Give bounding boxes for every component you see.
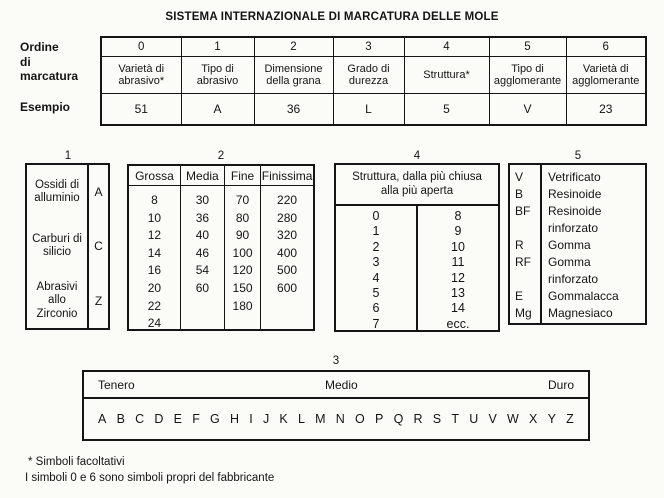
structure-value: 2 — [372, 239, 380, 254]
hardness-letter: E — [173, 412, 182, 426]
table-row — [510, 186, 645, 203]
marking-name-row — [101, 57, 646, 94]
hardness-table — [82, 370, 590, 441]
hardness-label-duro: Duro — [547, 377, 574, 392]
grain-value: 40 — [195, 228, 210, 243]
bond-table-divider — [540, 163, 542, 325]
table-row — [510, 203, 645, 237]
structure-value: ecc. — [446, 316, 470, 331]
structure-value: 3 — [372, 255, 380, 270]
grain-value: 120 — [232, 263, 253, 278]
marking-col-number: 0 — [101, 37, 181, 57]
grain-value: 220 — [277, 193, 298, 207]
hardness-letter: U — [469, 412, 479, 426]
structure-value: 8 — [454, 209, 462, 223]
structure-value: 11 — [451, 255, 465, 270]
hardness-letter: W — [507, 412, 519, 426]
marking-col-number: 1 — [181, 37, 254, 57]
grain-column-media — [181, 166, 225, 329]
marking-col-example: 5 — [404, 94, 489, 126]
table-row — [510, 169, 645, 186]
column-header: Finissima — [261, 166, 313, 186]
hardness-letter: S — [432, 412, 442, 426]
abrasive-family-code: Z — [87, 274, 108, 328]
grain-value: 500 — [277, 263, 298, 278]
hardness-letter: J — [262, 412, 270, 426]
grain-column-fine — [225, 166, 261, 329]
marking-col-number: 5 — [489, 37, 566, 57]
marking-col-name: Dimensione della grana — [254, 57, 333, 94]
grain-value: 12 — [147, 228, 162, 243]
bond-code: RF — [515, 255, 531, 269]
footnote-optional-symbols: * Simboli facoltativi — [28, 456, 125, 468]
structure-values-left — [336, 206, 418, 332]
order-label — [20, 40, 78, 84]
structure-body — [336, 206, 498, 332]
hardness-letter: P — [375, 412, 384, 426]
marking-col-example: 23 — [566, 94, 646, 126]
marking-col-number: 4 — [404, 37, 489, 57]
grain-values — [261, 186, 313, 298]
marking-col-name: Grado di durezza — [333, 57, 404, 94]
column-header: Fine — [225, 166, 260, 186]
hardness-letter: G — [210, 412, 220, 426]
grain-value: 22 — [147, 298, 162, 313]
hardness-letter: K — [279, 412, 288, 426]
grain-value: 400 — [277, 245, 298, 260]
bond-code: E — [515, 289, 524, 303]
structure-value: 14 — [451, 301, 465, 316]
table-row — [27, 274, 108, 328]
marking-col-number: 2 — [254, 37, 333, 57]
structure-value: 12 — [451, 270, 465, 285]
structure-value: 4 — [372, 270, 380, 285]
table-row — [27, 165, 108, 219]
structure-value: 6 — [372, 301, 380, 316]
hardness-letter: V — [488, 412, 497, 426]
abrasive-family-code: A — [87, 165, 108, 219]
grain-size-table — [127, 164, 315, 331]
marking-col-example: 36 — [254, 94, 333, 126]
bond-type-table — [508, 163, 647, 325]
hardness-letter: C — [135, 412, 145, 426]
abrasive-family-name: Abrasivi allo Zirconio — [36, 280, 78, 320]
hardness-letter: A — [98, 412, 107, 426]
hardness-letter: L — [297, 412, 305, 426]
grain-value: 90 — [235, 228, 250, 243]
hardness-letters-row — [84, 399, 588, 439]
hardness-letter: D — [154, 412, 164, 426]
structure-value: 10 — [451, 239, 465, 254]
structure-value: 7 — [372, 316, 380, 331]
grain-value: 280 — [277, 210, 298, 225]
bond-name: Vetrificato — [548, 170, 601, 184]
structure-values-right — [418, 206, 498, 332]
grain-value: 20 — [147, 280, 162, 295]
section1-number: 1 — [64, 150, 72, 162]
grain-value: 24 — [147, 316, 162, 331]
marking-col-example: A — [181, 94, 254, 126]
grain-value: 150 — [232, 280, 253, 295]
marking-col-example: 51 — [101, 94, 181, 126]
hardness-label-medio: Medio — [325, 377, 358, 392]
grain-value: 14 — [147, 245, 162, 260]
grain-value: 10 — [147, 210, 162, 225]
column-header: Media — [181, 166, 224, 186]
section5-number: 5 — [574, 150, 582, 162]
section4-number: 4 — [413, 150, 421, 162]
marking-col-example: V — [489, 94, 566, 126]
grain-value: 46 — [195, 245, 210, 260]
footnote-manufacturer-symbols: I simboli 0 e 6 sono simboli propri del fabbricante — [25, 471, 275, 484]
structure-header: Struttura, dalla più chiusa alla più aperta — [336, 165, 498, 206]
grain-value: 60 — [195, 280, 210, 295]
marking-col-name: Tipo di agglomerante — [489, 57, 566, 94]
bond-code: Mg — [515, 306, 532, 320]
grain-value: 8 — [151, 193, 158, 207]
marking-number-row — [101, 37, 646, 57]
marking-table — [100, 36, 647, 126]
page-title: SISTEMA INTERNAZIONALE DI MARCATURA DELLE MOLE — [165, 11, 499, 23]
grain-value: 180 — [232, 298, 253, 313]
table-row — [27, 219, 108, 273]
marking-example-row — [101, 94, 646, 126]
hardness-letter: I — [249, 412, 253, 426]
abrasive-family-table — [25, 163, 110, 330]
grain-value: 320 — [277, 228, 298, 243]
marking-col-name: Struttura* — [404, 57, 489, 94]
abrasive-family-name: Ossidi di alluminio — [34, 178, 80, 205]
order-label-line: di — [20, 54, 31, 69]
marking-col-number: 6 — [566, 37, 646, 57]
grain-value: 16 — [147, 263, 162, 278]
hardness-letter: T — [451, 412, 459, 426]
hardness-letter: B — [116, 412, 125, 426]
hardness-letter: X — [529, 412, 538, 426]
example-label: Esempio — [20, 100, 71, 114]
table-row — [510, 254, 645, 288]
grain-value: 70 — [235, 193, 250, 207]
table-row — [510, 288, 645, 305]
grain-value: 100 — [232, 245, 253, 260]
hardness-letter: N — [335, 412, 345, 426]
marking-col-name: Tipo di abrasivo — [181, 57, 254, 94]
bond-name: Resinoide — [548, 187, 602, 201]
grain-value: 36 — [195, 210, 210, 225]
marking-col-number: 3 — [333, 37, 404, 57]
hardness-letter: F — [192, 412, 200, 426]
structure-value: 5 — [372, 286, 380, 301]
bond-name: Magnesiaco — [548, 306, 613, 320]
order-label-line: Ordine — [20, 40, 59, 54]
bond-name: Gomma rinforzato — [548, 255, 599, 286]
abrasive-family-name: Carburi di silicio — [32, 232, 82, 259]
section3-number: 3 — [332, 355, 340, 367]
hardness-letter: Y — [547, 412, 556, 426]
footnotes — [25, 455, 274, 486]
hardness-letter: H — [230, 412, 240, 426]
grain-column-finissima — [261, 166, 313, 329]
hardness-letter: R — [413, 412, 423, 426]
marking-col-name: Varietà di abrasivo* — [101, 57, 181, 94]
hardness-letter: M — [315, 412, 326, 426]
structure-value: 0 — [372, 209, 380, 223]
bond-code: BF — [515, 204, 531, 218]
bond-name: Gommalacca — [548, 289, 619, 303]
grain-value: 80 — [235, 210, 250, 225]
hardness-letter: O — [355, 412, 365, 426]
grain-value: 54 — [195, 263, 210, 278]
bond-name: Resinoide rinforzato — [548, 204, 602, 235]
marking-col-name: Varietà di agglomerante — [566, 57, 646, 94]
order-label-line: marcatura — [20, 69, 79, 83]
bond-code: V — [515, 170, 524, 184]
hardness-label-tenero: Tenero — [98, 377, 135, 392]
grain-values — [225, 186, 260, 315]
grain-value: 30 — [195, 193, 210, 207]
abrasive-family-code: C — [87, 219, 108, 273]
structure-value: 9 — [454, 224, 462, 239]
bond-code: R — [515, 238, 524, 252]
structure-table — [334, 163, 500, 332]
grain-column-grossa — [129, 166, 181, 329]
hardness-letter: Z — [566, 412, 574, 426]
marking-col-example: L — [333, 94, 404, 126]
structure-value: 1 — [372, 224, 380, 239]
structure-value: 13 — [451, 286, 465, 301]
bond-name: Gomma — [548, 238, 591, 252]
table-row — [510, 237, 645, 254]
table-row — [510, 305, 645, 322]
grain-values — [129, 186, 180, 333]
section2-number: 2 — [217, 150, 225, 162]
bond-code: B — [515, 187, 524, 201]
column-header: Grossa — [129, 166, 180, 186]
hardness-header — [84, 372, 588, 399]
grain-values — [181, 186, 224, 298]
grain-value: 600 — [277, 280, 298, 295]
hardness-letter: Q — [393, 412, 404, 426]
